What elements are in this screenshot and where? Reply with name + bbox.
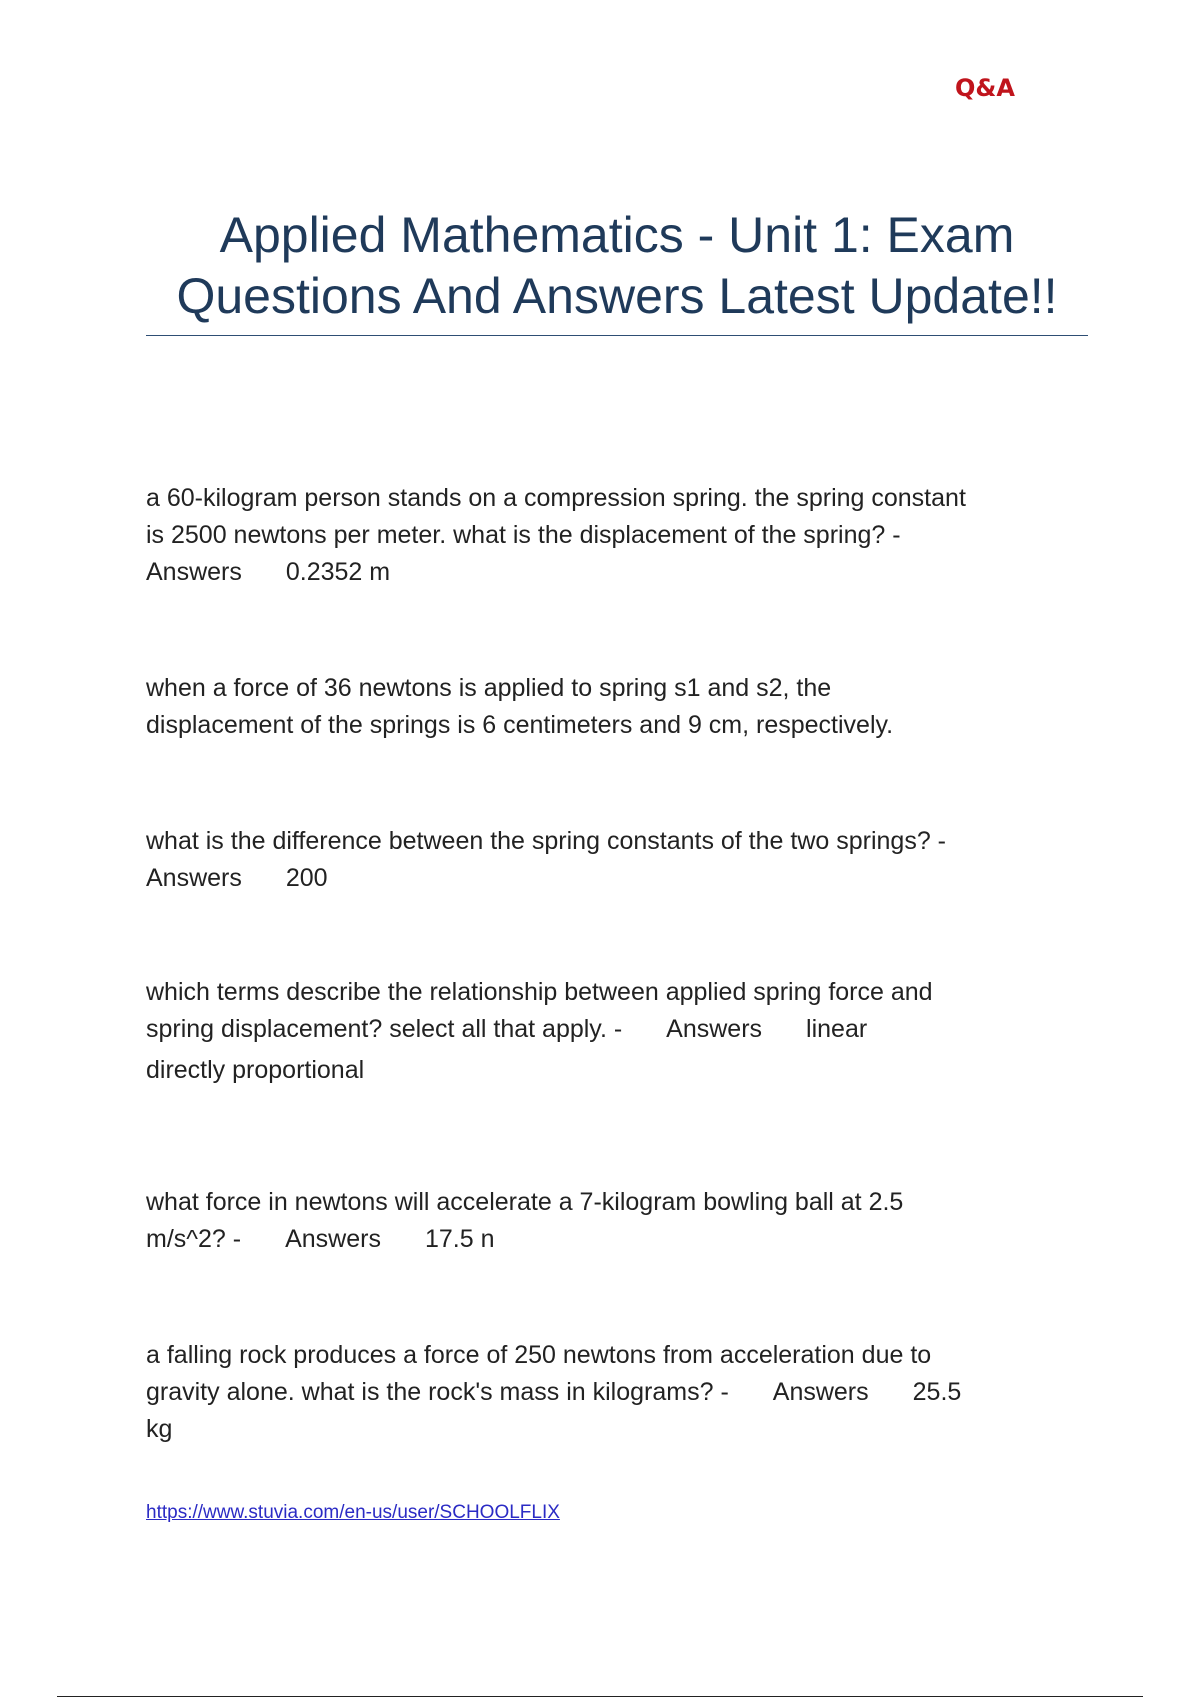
question-line: a 60-kilogram person stands on a compression spring. the spring constant (146, 484, 966, 512)
qa-badge: Q&A (955, 74, 1015, 102)
question-line (146, 1221, 1086, 1258)
answer-value-continued: kg (146, 1415, 173, 1443)
question-line: what is the difference between the spring constants of the two springs? - (146, 827, 946, 855)
answer-value: 0.2352 m (285, 558, 391, 586)
question-line (146, 1011, 1086, 1048)
answers-label: Answers (666, 1015, 763, 1043)
answers-label: Answers (772, 1378, 869, 1406)
question-line: displacement of the springs is 6 centimeters and 9 cm, respectively. (146, 711, 894, 739)
answer-line (146, 554, 1086, 591)
answer-value: 17.5 n (424, 1225, 495, 1253)
qa-item-2 (146, 670, 1086, 744)
answer-value: 25.5 (912, 1378, 962, 1406)
answers-label: Answers (146, 864, 242, 892)
answer-value: linear (806, 1015, 868, 1043)
qa-item-1 (146, 480, 1086, 591)
qa-item-6 (146, 1337, 1086, 1448)
question-line (146, 1374, 1086, 1411)
qa-item-4 (146, 974, 1086, 1089)
page-title-line-2: Questions And Answers Latest Update!! (176, 268, 1058, 324)
question-line: which terms describe the relationship between applied spring force and (146, 978, 933, 1006)
question-line: a falling rock produces a force of 250 newtons from acceleration due to (146, 1341, 932, 1369)
qa-item-3 (146, 823, 1086, 897)
page-title-line-1: Applied Mathematics - Unit 1: Exam (219, 207, 1015, 263)
source-link[interactable]: https://www.stuvia.com/en-us/user/SCHOOLFLIX (146, 1502, 560, 1523)
question-text: m/s^2? - (146, 1225, 242, 1253)
answers-label: Answers (285, 1225, 381, 1253)
question-text: spring displacement? select all that apply. - (146, 1015, 623, 1043)
question-line: when a force of 36 newtons is applied to spring s1 and s2, the (146, 674, 832, 702)
answer-value: 200 (285, 864, 328, 892)
page-title (146, 205, 1088, 327)
question-line: what force in newtons will accelerate a 7-kilogram bowling ball at 2.5 (146, 1188, 904, 1216)
footer-divider (57, 1696, 1143, 1697)
answers-label: Answers (146, 558, 242, 586)
question-line: is 2500 newtons per meter. what is the displacement of the spring? - (146, 521, 901, 549)
question-text: gravity alone. what is the rock's mass in kilograms? - (146, 1378, 729, 1406)
answer-line (146, 860, 1086, 897)
answer-value-extra: directly proportional (146, 1056, 365, 1084)
title-underline (146, 335, 1088, 336)
qa-item-5 (146, 1184, 1086, 1258)
